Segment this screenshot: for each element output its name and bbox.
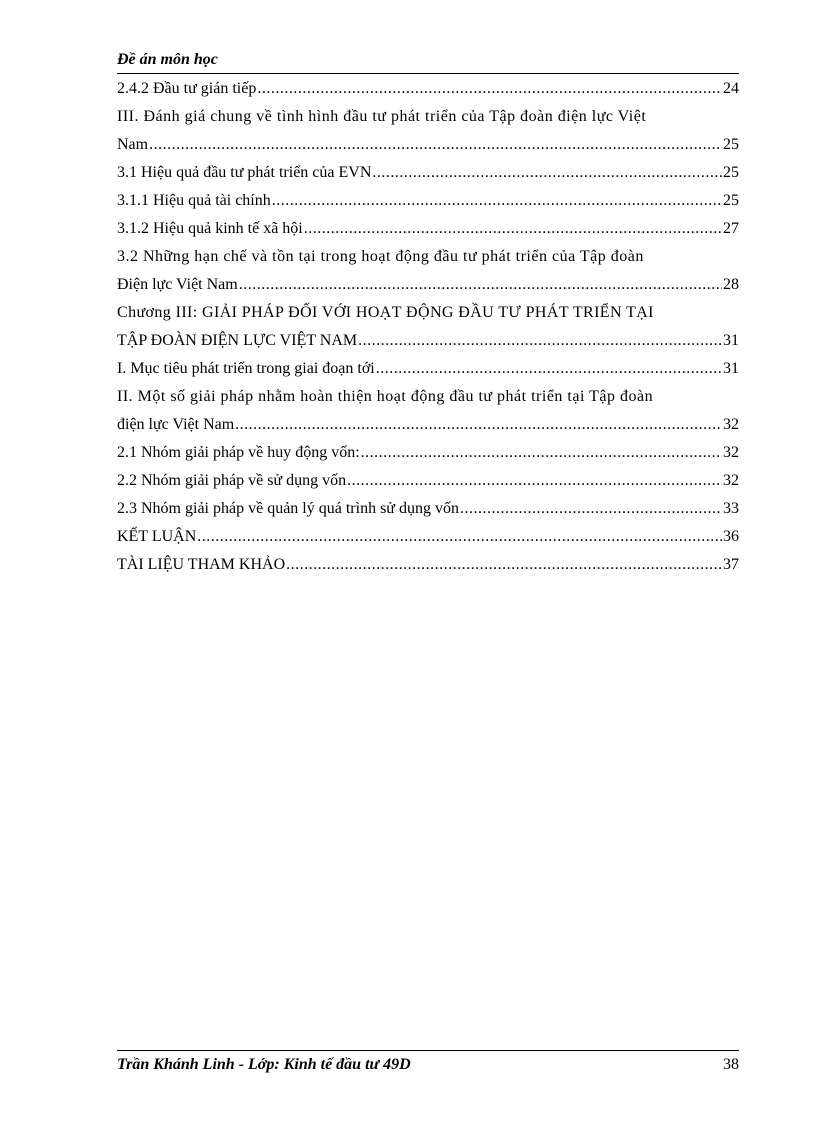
toc-entry-title: 2.1 Nhóm giải pháp về huy động vốn:	[117, 444, 360, 461]
toc-leader-dots	[358, 327, 722, 355]
toc-entry-title-line1: Chương III: GIẢI PHÁP ĐỐI VỚI HOẠT ĐỘNG ĐẦU TƯ PHÁT TRIỂN TẠI	[117, 304, 654, 321]
toc-entry-page: 25	[723, 136, 739, 153]
toc-entry-page: 31	[723, 332, 739, 349]
toc-entry	[117, 187, 739, 215]
toc-entry-page: 32	[723, 444, 739, 461]
toc-entry-line1	[117, 243, 739, 271]
toc-entry-title: 2.4.2 Đầu tư gián tiếp	[117, 80, 257, 97]
toc-leader-dots	[239, 271, 722, 299]
toc-entry-page: 27	[723, 220, 739, 237]
toc-entry-page: 25	[723, 192, 739, 209]
toc-leader-dots	[272, 187, 722, 215]
toc-entry-title: KẾT LUẬN	[117, 528, 197, 545]
toc-entry-page: 32	[723, 472, 739, 489]
toc-entry-title: 3.1 Hiệu quả đầu tư phát triển của EVN	[117, 164, 372, 181]
toc-entry-title: điện lực Việt Nam	[117, 416, 235, 433]
toc-leader-dots	[304, 215, 722, 243]
toc-entry-line1	[117, 383, 739, 411]
toc-entry	[117, 215, 739, 243]
toc-entry	[117, 355, 739, 383]
toc-entry-page: 32	[723, 416, 739, 433]
toc-entry-title: TÀI LIỆU THAM KHẢO	[117, 556, 286, 573]
toc-entry	[117, 551, 739, 579]
toc-leader-dots	[376, 355, 722, 383]
toc-entry-title: TẬP ĐOÀN ĐIỆN LỰC VIỆT NAM	[117, 332, 358, 349]
toc-leader-dots	[361, 439, 722, 467]
toc-entry-page: 36	[723, 528, 739, 545]
header-title: Đề án môn học	[117, 51, 218, 68]
toc-entry	[117, 327, 739, 355]
toc-entry-line1	[117, 103, 739, 131]
toc-entry-title: I. Mục tiêu phát triển trong giai đoạn tới	[117, 360, 375, 377]
toc-entry	[117, 523, 739, 551]
toc-entry-page: 31	[723, 360, 739, 377]
toc-entry-page: 25	[723, 164, 739, 181]
toc-entry-page: 28	[723, 276, 739, 293]
toc-entry	[117, 439, 739, 467]
toc-entry	[117, 411, 739, 439]
toc-entry-title: Điện lực Việt Nam	[117, 276, 238, 293]
toc-leader-dots	[460, 495, 722, 523]
toc-entry-title-line1: III. Đánh giá chung về tình hình đầu tư phát triển của Tập đoàn điện lực Việt	[117, 108, 647, 125]
toc-leader-dots	[197, 523, 722, 551]
toc-entry-page: 24	[723, 80, 739, 97]
toc-entry	[117, 495, 739, 523]
toc-leader-dots	[235, 411, 722, 439]
toc-entry	[117, 75, 739, 103]
toc-entry-title: 2.3 Nhóm giải pháp về quản lý quá trình sử dụng vốn	[117, 500, 459, 517]
table-of-contents	[117, 75, 739, 579]
toc-leader-dots	[257, 75, 722, 103]
footer-author: Trần Khánh Linh - Lớp: Kinh tế đầu tư 49D	[117, 1056, 411, 1073]
toc-entry-page: 37	[723, 556, 739, 573]
toc-entry-title-line1: II. Một số giải pháp nhằm hoàn thiện hoạt động đầu tư phát triển tại Tập đoàn	[117, 388, 654, 405]
page-number: 38	[723, 1056, 739, 1073]
toc-leader-dots	[347, 467, 722, 495]
toc-entry-title: 2.2 Nhóm giải pháp về sử dụng vốn	[117, 472, 347, 489]
toc-leader-dots	[286, 551, 722, 579]
toc-entry-title: 3.1.1 Hiệu quả tài chính	[117, 192, 271, 209]
page-footer	[117, 1050, 739, 1081]
toc-entry-title: Nam	[117, 136, 149, 153]
toc-entry-page: 33	[723, 500, 739, 517]
toc-leader-dots	[372, 159, 722, 187]
toc-leader-dots	[149, 131, 722, 159]
toc-entry-title-line1: 3.2 Những hạn chế và tồn tại trong hoạt động đầu tư phát triển của Tập đoàn	[117, 248, 644, 265]
toc-entry	[117, 467, 739, 495]
toc-entry	[117, 271, 739, 299]
toc-entry	[117, 159, 739, 187]
toc-entry	[117, 131, 739, 159]
page-header	[117, 49, 739, 74]
toc-entry-title: 3.1.2 Hiệu quả kinh tế xã hội	[117, 220, 303, 237]
toc-entry-line1	[117, 299, 739, 327]
